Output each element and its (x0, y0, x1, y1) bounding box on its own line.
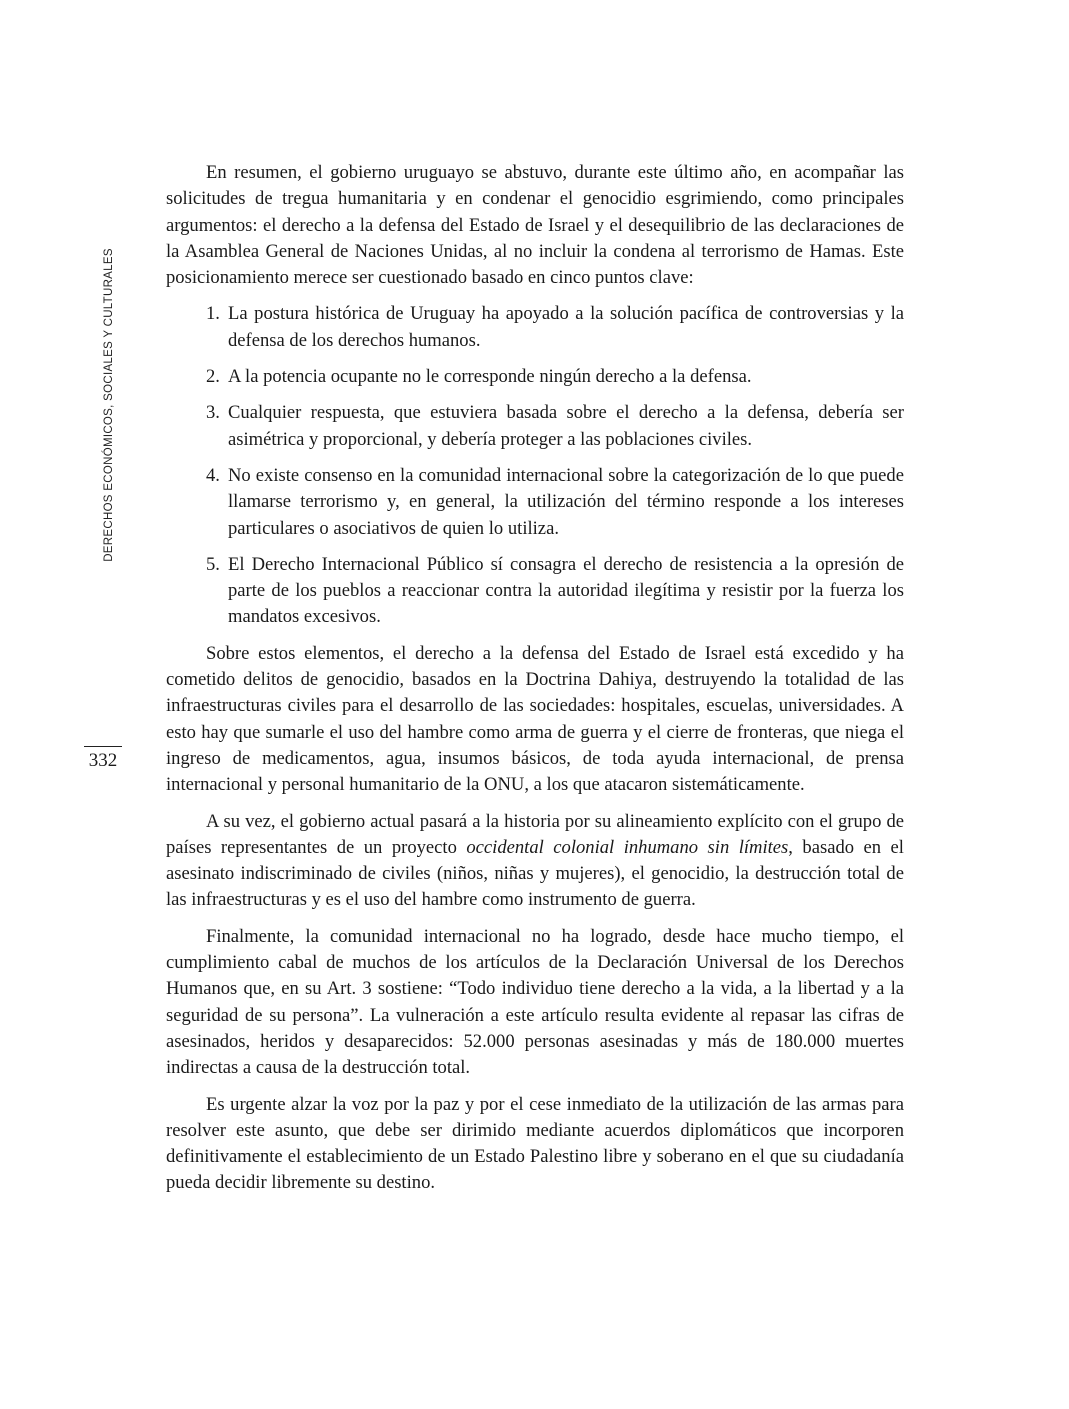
key-points-list (166, 301, 904, 630)
list-item-number: 2. (206, 366, 220, 388)
paragraph-conclusion: Es urgente alzar la voz por la paz y por el cese inmediato de la utilización de las armas para resolver este asunto, que debe ser dirimido mediante acuerdos diplomáticos que incorporen definitivamente el establecimiento de un Estado Palestino libre y soberano en el que su ciudadanía pueda decidir libremente su destino. (166, 1093, 904, 1194)
paragraph-international-community: Finalmente, la comunidad internacional no ha logrado, desde hace mucho tiempo, el cumplimiento cabal de muchos de los artículos de la Declaración Universal de los Derechos Humanos que, en su Art. 3 sostiene: “Todo individuo tiene derecho a la vida, a la libertad y a la seguridad de su persona”. La vulneración a este artículo resulta evidente al repasar las cifras de asesinados, heridos y desaparecidos: 52.000 personas asesinadas y más de 180.000 muertes indirectas a causa de la destrucción total. (166, 925, 904, 1079)
list-item-number: 1. (206, 303, 220, 325)
list-item-text: El Derecho Internacional Público sí consagra el derecho de resistencia a la opresión de parte de los pueblos a reaccionar contra la autoridad ilegítima y resistir por la fuerza los mandatos excesivos. (228, 553, 904, 628)
body-text (166, 160, 904, 1207)
paragraph-government-start: A su vez, el gobierno actual pasará a la historia por su alineamiento explícito con el grupo de países representantes de un proyecto (166, 810, 904, 858)
italic-phrase: occidental colonial inhumano sin límites (466, 836, 789, 858)
paragraph-government (166, 809, 904, 914)
list-item (206, 301, 904, 354)
page-number-rule (84, 746, 122, 747)
list-item-number: 5. (206, 553, 220, 575)
paragraph-intro: En resumen, el gobierno uruguayo se abstuvo, durante este último año, en acompañar las solicitudes de tregua humanitaria y en condenar el genocidio esgrimiendo, como principales argumentos: el derecho a la defensa del Estado de Israel y el desequilibrio de las declaraciones de la Asamblea General de Naciones Unidas, al no incluir la condena al terrorismo de Hamas. Este posicionamiento merece ser cuestionado basado en cinco puntos clave: (166, 162, 904, 289)
list-item-number: 4. (206, 464, 220, 486)
list-item (206, 552, 904, 631)
list-item-text: Cualquier respuesta, que estuviera basada sobre el derecho a la defensa, debería ser asimétrica y proporcional, y debería proteger a las poblaciones civiles. (228, 402, 904, 450)
list-item-text: La postura histórica de Uruguay ha apoyado a la solución pacífica de controversias y la defensa de los derechos humanos. (228, 303, 904, 351)
page-number: 332 (88, 750, 118, 771)
running-head: DERECHOS ECONÓMICOS, SOCIALES Y CULTURALES (103, 248, 115, 562)
list-item-number: 3. (206, 402, 220, 424)
list-item (206, 364, 904, 390)
paragraph-government-end: , basado en el asesinato indiscriminado de civiles (niños, niñas y mujeres), el genocidio, la destrucción total de las infraestructuras y es el uso del hambre como instrumento de guerra. (166, 836, 904, 911)
list-item-text: A la potencia ocupante no le corresponde ningún derecho a la defensa. (228, 366, 752, 388)
list-item (206, 400, 904, 453)
list-item-text: No existe consenso en la comunidad internacional sobre la categorización de lo que puede llamarse terrorismo y, en general, la utilización del término responde a los intereses particulares o asociativos de quien lo utiliza. (228, 464, 904, 539)
paragraph-elements: Sobre estos elementos, el derecho a la defensa del Estado de Israel está excedido y ha cometido delitos de genocidio, basados en la Doctrina Dahiya, destruyendo la totalidad de las infraestructuras civiles para el desarrollo de las sociedades: hospitales, escuelas, universidades. A esto hay que sumarle el uso del hambre como arma de guerra y el cierre de fronteras, que niega el ingreso de medicamentos, agua, insumos básicos, de toda ayuda internacional, de prensa internacional y personal humanitario de la ONU, a los que atacaron sistemáticamente. (166, 642, 904, 796)
list-item (206, 463, 904, 542)
